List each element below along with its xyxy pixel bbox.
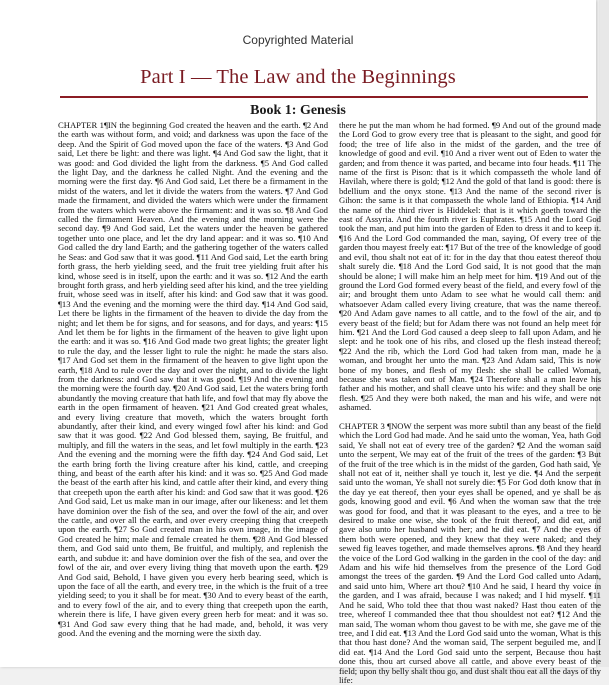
paragraph-chapter-2-continued: there he put the man whom he had formed. ¶9 And out of the ground made the Lord God to grow every tree that is pleasant to the sight, and good for food; the tree of life also in the midst of the garden, and the tree of knowledge of good and evil. ¶10 And a river went out of Eden to water the garden; and from thence it was parted, and became into four heads. ¶11 The name of the first is Pison: that is it which compasseth the whole land of Havilah, where there is gold; ¶12 And the gold of that land is good: there is bdellium and the onyx stone. ¶13 And the name of the second river is Gihon: the same is it that compasseth the whole land of Ethiopia. ¶14 And the name of the third river is Hiddekel: that is it which goeth toward the east of Assyria. And the fourth river is Euphrates. ¶15 And the Lord God took the man, and put him into the garden of Eden to dress it and to keep it. ¶16 And the Lord God commanded the man, saying, Of every tree of the garden thou mayest freely eat: ¶17 But of the tree of the knowledge of good and evil, thou shalt not eat of it: for in the day that thou eatest thereof thou shalt surely die. ¶18 And the Lord God said, It is not good that the man should be alone; I will make him an help meet for him. ¶19 And out of the ground the Lord God formed every beast of the field, and every fowl of the air; and brought them unto Adam to see what he would call them: and whatsoever Adam called every living creature, that was the name thereof. ¶20 And Adam gave names to all cattle, and to the fowl of the air, and to every beast of the field; but for Adam there was not found an help meet for him. ¶21 And the Lord God caused a deep sleep to fall upon Adam, and he slept: and he took one of his ribs, and closed up the flesh instead thereof; ¶22 And the rib, which the Lord God had taken from man, made he a woman, and brought her unto the man. ¶23 And Adam said, This is now bone of my bones, and flesh of my flesh: she shall be called Woman, because she was taken out of Man. ¶24 Therefore shall a man leave his father and his mother, and shall cleave unto his wife: and they shall be one flesh. ¶25 And they were both naked, the man and his wife, and were not ashamed. xyxy=(339,120,601,413)
copyright-notice: Copyrighted Material xyxy=(242,33,354,47)
paragraph-chapter-3: CHAPTER 3 ¶NOW the serpent was more subtil than any beast of the field which the Lord God had made. And he said unto the woman, Yea, hath God said, Ye shall not eat of every tree of the garden? ¶2 And the woman said unto the serpent, We may eat of the fruit of the trees of the garden: ¶3 But of the fruit of the tree which is in the midst of the garden, God hath said, Ye shall not eat of it, neither shall ye touch it, lest ye die. ¶4 And the serpent said unto the woman, Ye shall not surely die: ¶5 For God doth know that in the day ye eat thereof, then your eyes shall be opened, and ye shall be as gods, knowing good and evil. ¶6 And when the woman saw that the tree was good for food, and that it was pleasant to the eyes, and a tree to be desired to make one wise, she took of the fruit thereof, and did eat, and gave also unto her husband with her; and he did eat. ¶7 And the eyes of them both were opened, and they knew that they were naked; and they sewed fig leaves together, and made themselves aprons. ¶8 And they heard the voice of the Lord God walking in the garden in the cool of the day: and Adam and his wife hid themselves from the presence of the Lord God amongst the trees of the garden. ¶9 And the Lord God called unto Adam, and said unto him, Where art thou? ¶10 And he said, I heard thy voice in the garden, and I was afraid, because I was naked; and I hid myself. ¶11 And he said, Who told thee that thou wast naked? Hast thou eaten of the tree, whereof I commanded thee that thou shouldest not eat? ¶12 And the man said, The woman whom thou gavest to be with me, she gave me of the tree, and I did eat. ¶13 And the Lord God said unto the woman, What is this that thou hast done? And the woman said, The serpent beguiled me, and I did eat. ¶14 And the Lord God said unto the serpent, Because thou hast done this, thou art cursed above all cattle, and above every beast of the field; upon thy belly shalt thou go, and dust shalt thou eat all the days of thy life: xyxy=(339,420,601,685)
book-title: Book 1: Genesis xyxy=(250,103,346,118)
title-divider xyxy=(60,96,588,98)
right-text-column xyxy=(339,120,601,685)
paragraph-chapter-1: CHAPTER 1¶IN the beginning God created the heaven and the earth. ¶2 And the earth was without form, and void; and darkness was upon the face of the deep. And the Spirit of God moved upon the face of the waters. ¶3 And God said, Let there be light: and there was light. ¶4 And God saw the light, that it was good: and God divided the light from the darkness. ¶5 And God called the light Day, and the darkness he called Night. And the evening and the morning were the first day. ¶6 And God said, Let there be a firmament in the midst of the waters, and let it divide the waters from the waters. ¶7 And God made the firmament, and divided the waters which were under the firmament from the waters which were above the firmament: and it was so. ¶8 And God called the firmament Heaven. And the evening and the morning were the second day. ¶9 And God said, Let the waters under the heaven be gathered together unto one place, and let the dry land appear: and it was so. ¶10 And God called the dry land Earth; and the gathering together of the waters called he Seas: and God saw that it was good. ¶11 And God said, Let the earth bring forth grass, the herb yielding seed, and the fruit tree yielding fruit after his kind, whose seed is in itself, upon the earth: and it was so. ¶12 And the earth brought forth grass, and herb yielding seed after his kind, and the tree yielding fruit, whose seed was in itself, after his kind: and God saw that it was good. ¶13 And the evening and the morning were the third day. ¶14 And God said, Let there be lights in the firmament of the heaven to divide the day from the night; and let them be for signs, and for seasons, and for days, and years: ¶15 And let them be for lights in the firmament of the heaven to give light upon the earth: and it was so. ¶16 And God made two great lights; the greater light to rule the day, and the lesser light to rule the night: he made the stars also. ¶17 And God set them in the firmament of the heaven to give light upon the earth, ¶18 And to rule over the day and over the night, and to divide the light from the darkness: and God saw that it was good. ¶19 And the evening and the morning were the fourth day. ¶20 And God said, Let the waters bring forth abundantly the moving creature that hath life, and fowl that may fly above the earth in the open firmament of heaven. ¶21 And God created great whales, and every living creature that moveth, which the waters brought forth abundantly, after their kind, and every winged fowl after his kind: and God saw that it was good. ¶22 And God blessed them, saying, Be fruitful, and multiply, and fill the waters in the seas, and let fowl multiply in the earth. ¶23 And the evening and the morning were the fifth day. ¶24 And God said, Let the earth bring forth the living creature after his kind, cattle, and creeping thing, and beast of the earth after his kind: and it was so. ¶25 And God made the beast of the earth after his kind, and cattle after their kind, and every thing that creepeth upon the earth after his kind: and God saw that it was good. ¶26 And God said, Let us make man in our image, after our likeness: and let them have dominion over the fish of the sea, and over the fowl of the air, and over the cattle, and over all the earth, and over every creeping thing that creepeth upon the earth. ¶27 So God created man in his own image, in the image of God created he him; male and female created he them. ¶28 And God blessed them, and God said unto them, Be fruitful, and multiply, and replenish the earth, and subdue it: and have dominion over the fish of the sea, and over the fowl of the air, and over every living thing that moveth upon the earth. ¶29 And God said, Behold, I have given you every herb bearing seed, which is upon the face of all the earth, and every tree, in the which is the fruit of a tree yielding seed; to you it shall be for meat. ¶30 And to every beast of the earth, and to every fowl of the air, and to every thing that creepeth upon the earth, wherein there is life, I have given every green herb for meat: and it was so. ¶31 And God saw every thing that he had made, and, behold, it was very good. And the evening and the morning were the sixth day. xyxy=(58,120,328,638)
part-title: Part I — The Law and the Beginnings xyxy=(140,66,456,88)
left-text-column xyxy=(58,121,328,667)
